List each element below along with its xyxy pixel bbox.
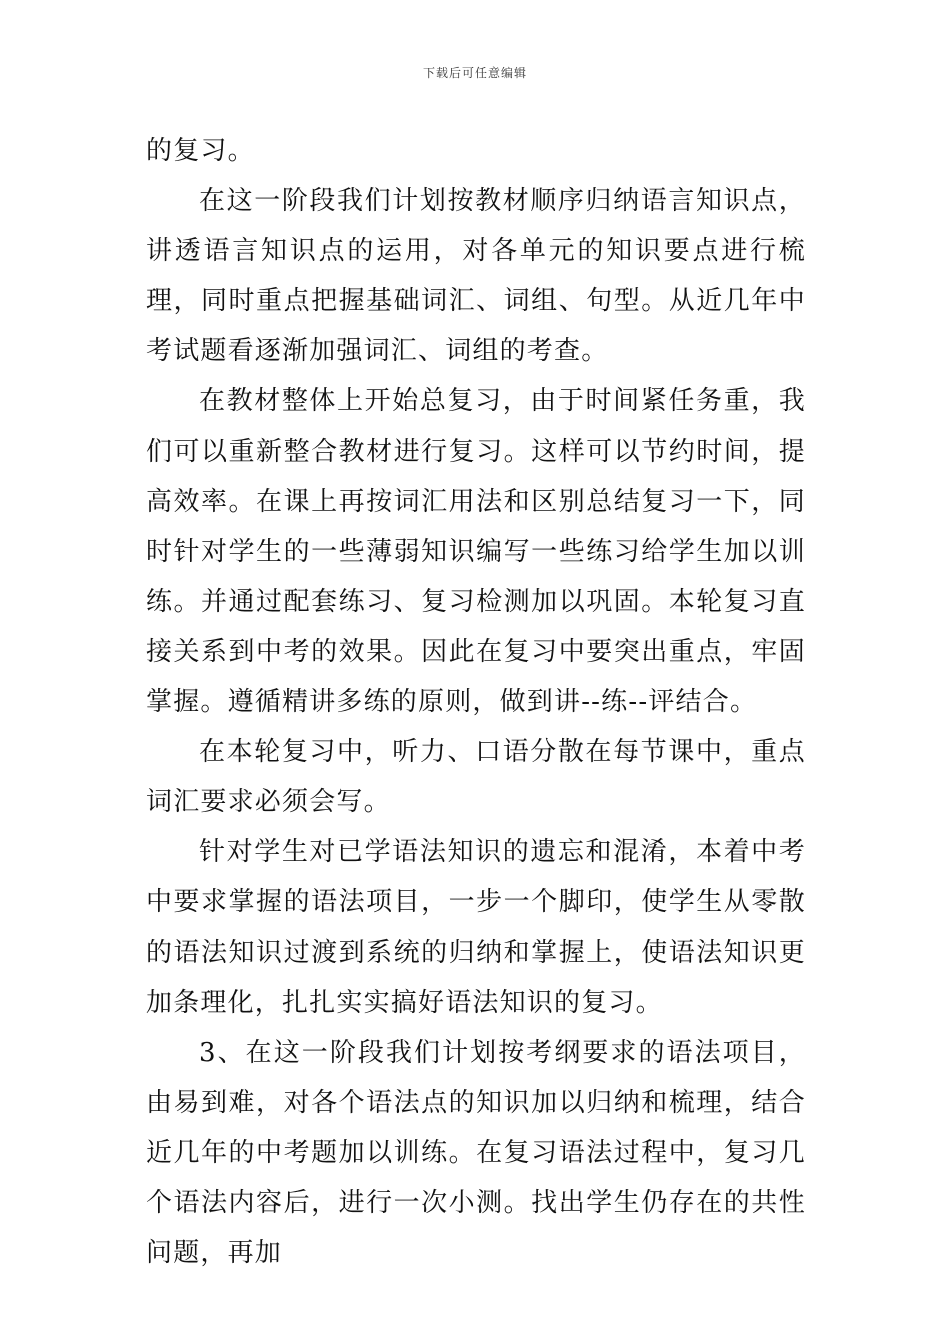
page-header-note: 下载后可任意编辑 xyxy=(422,66,527,80)
paragraph: 针对学生对已学语法知识的遗忘和混淆，本着中考中要求掌握的语法项目，一步一个脚印，使学生从零散的语法知识过渡到系统的归纳和掌握上，使语法知识更加条理化，扎扎实实搞好语法知识的复习。 xyxy=(146,837,806,1018)
paragraph: 在本轮复习中，听力、口语分散在每节课中，重点词汇要求必须会写。 xyxy=(146,737,806,818)
paragraph: 的复习。 xyxy=(146,136,255,166)
paragraph: 在教材整体上开始总复习，由于时间紧任务重，我们可以重新整合教材进行复习。这样可以节约时间，提高效率。在课上再按词汇用法和区别总结复习一下，同时针对学生的一些薄弱知识编写一些练习给学生加以训练。并通过配套练习、复习检测加以巩固。本轮复习直接关系到中考的效果。因此在复习中要突出重点，牢固掌握。遵循精讲多练的原则，做到讲--练--评结合。 xyxy=(146,386,806,718)
paragraph: 3、在这一阶段我们计划按考纲要求的语法项目，由易到难，对各个语法点的知识加以归纳和梳理，结合近几年的中考题加以训练。在复习语法过程中，复习几个语法内容后，进行一次小测。找出学生仍存在的共性问题，再加 xyxy=(146,1037,806,1269)
document-body xyxy=(146,126,806,1278)
paragraph: 在这一阶段我们计划按教材顺序归纳语言知识点，讲透语言知识点的运用，对各单元的知识要点进行梳理，同时重点把握基础词汇、词组、句型。从近几年中考试题看逐渐加强词汇、词组的考查。 xyxy=(146,186,806,367)
